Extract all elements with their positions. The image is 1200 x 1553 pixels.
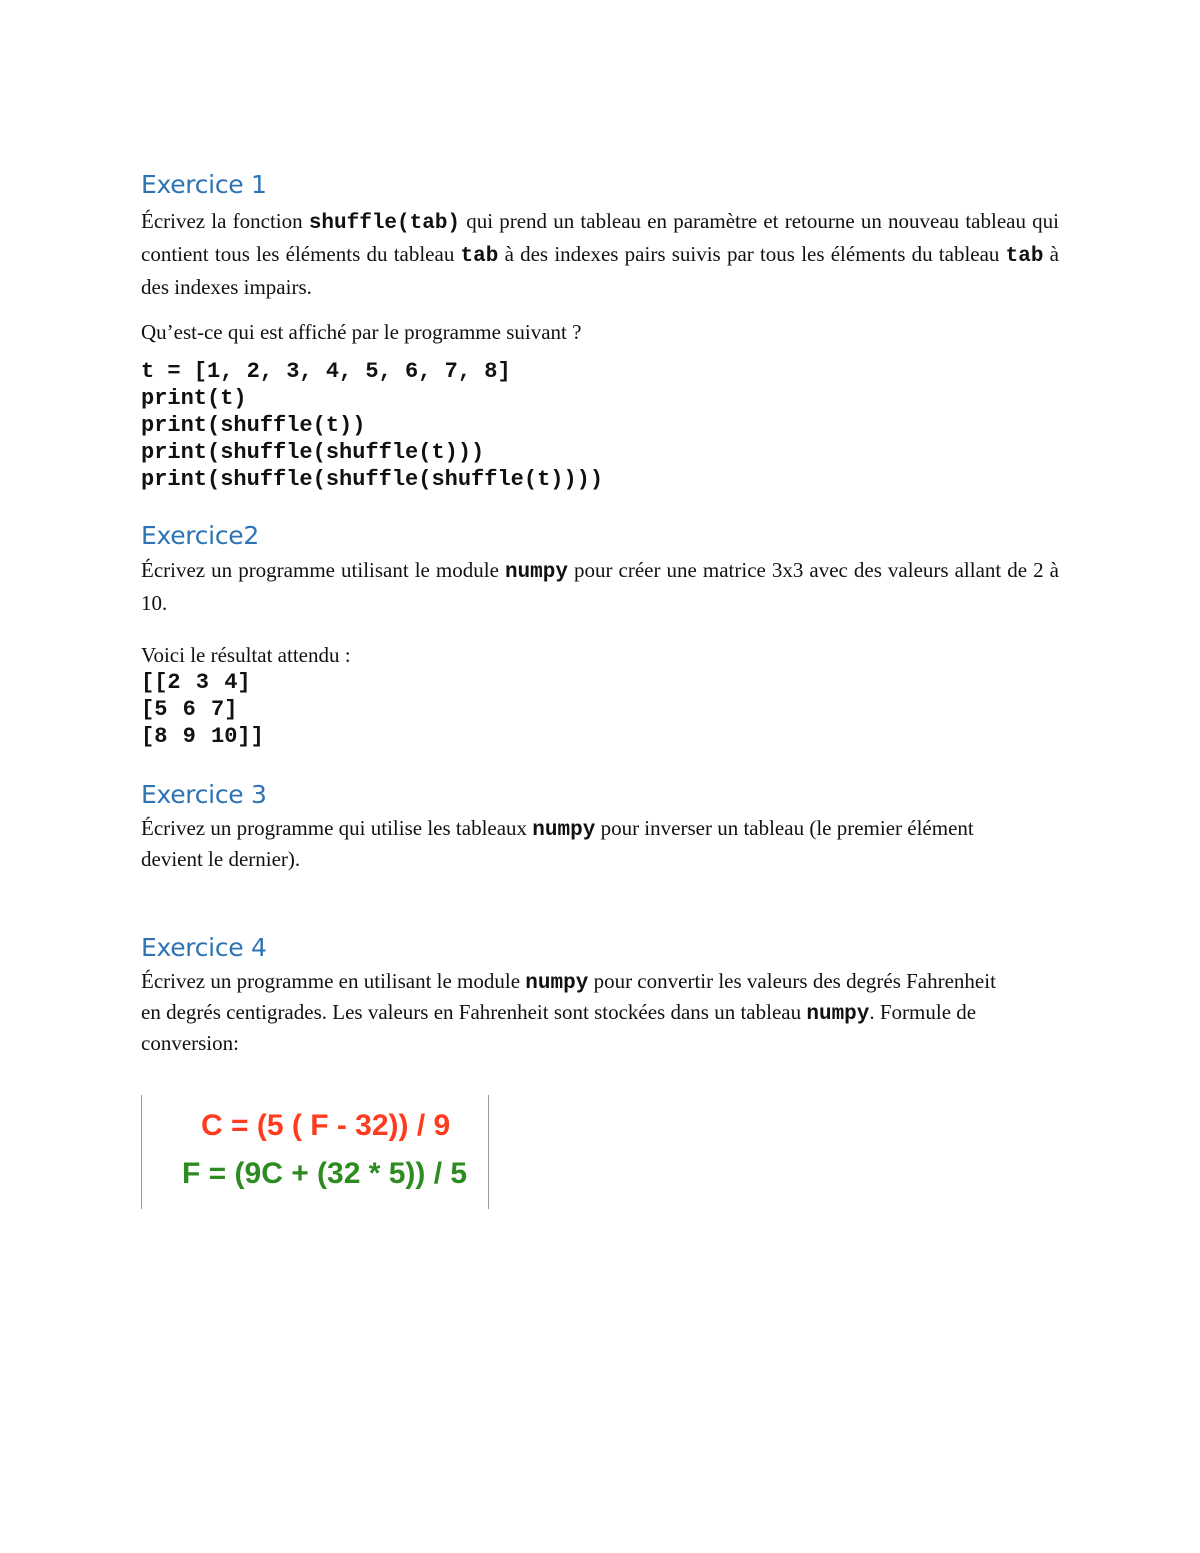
code-line: t = [1, 2, 3, 4, 5, 6, 7, 8] (141, 359, 511, 384)
exercise-1-statement (141, 206, 1059, 303)
code-line: print(shuffle(shuffle(t))) (141, 440, 485, 465)
statement-text: Écrivez un programme en utilisant le module (141, 969, 526, 993)
exercise-1-code (141, 358, 1059, 493)
code-line: print(shuffle(shuffle(shuffle(t)))) (141, 467, 604, 492)
exercise-2-result (141, 669, 1059, 750)
statement-text: Écrivez la fonction (141, 209, 309, 233)
statement-text: qui prend un tableau en paramètre et retourne un nouveau tableau qui contient tous les éléments du tableau (141, 209, 1059, 266)
exercise-1-question: Qu’est-ce qui est affiché par le programme suivant ? (141, 320, 582, 344)
exercise-2-title: Exercice2 (141, 521, 259, 550)
statement-text: pour créer une matrice 3x3 avec des valeurs allant de 2 à 10. (141, 558, 1060, 615)
code-inline: numpy (525, 972, 589, 995)
code-line: print(t) (141, 386, 247, 411)
result-line: [[2 3 4] (141, 670, 251, 695)
document-content (141, 166, 1059, 1209)
formula-fahrenheit: F = (9C + (32 * 5)) / 5 (182, 1157, 468, 1190)
code-inline: shuffle(tab) (308, 212, 461, 235)
code-inline: numpy (532, 819, 596, 842)
exercise-2-statement (141, 555, 1059, 618)
statement-text: à des indexes impairs. (141, 242, 1060, 299)
exercise-3-statement (141, 814, 1001, 873)
exercise-1-title: Exercice 1 (141, 170, 267, 199)
result-line: [5 6 7] (141, 697, 238, 722)
exercise-3-title: Exercice 3 (141, 780, 267, 809)
statement-text: . Formule de conversion: (141, 1000, 977, 1055)
exercise-4-title: Exercice 4 (141, 933, 267, 962)
statement-text: pour inverser un tableau (le premier élément devient le dernier). (141, 816, 974, 871)
formula-celsius: C = (5 ( F - 32)) / 9 (201, 1109, 451, 1142)
statement-text: Écrivez un programme utilisant le module (141, 558, 505, 582)
statement-text: pour convertir les valeurs des degrés Fahrenheit en degrés centigrades. Les valeurs en Fahrenheit sont stockées dans un tableau (141, 969, 996, 1024)
exercise-4-statement (141, 967, 1001, 1057)
code-line: print(shuffle(t)) (141, 413, 366, 438)
code-inline: tab (1005, 245, 1044, 268)
exercise-2-result-label: Voici le résultat attendu : (141, 643, 351, 667)
conversion-formula-image (141, 1095, 489, 1209)
code-inline: numpy (504, 561, 568, 584)
code-inline: tab (460, 245, 499, 268)
result-line: [8 9 10]] (141, 724, 264, 749)
code-inline: numpy (806, 1003, 870, 1026)
statement-text: à des indexes pairs suivis par tous les éléments du tableau (498, 242, 1006, 266)
statement-text: Écrivez un programme qui utilise les tableaux (141, 816, 533, 840)
